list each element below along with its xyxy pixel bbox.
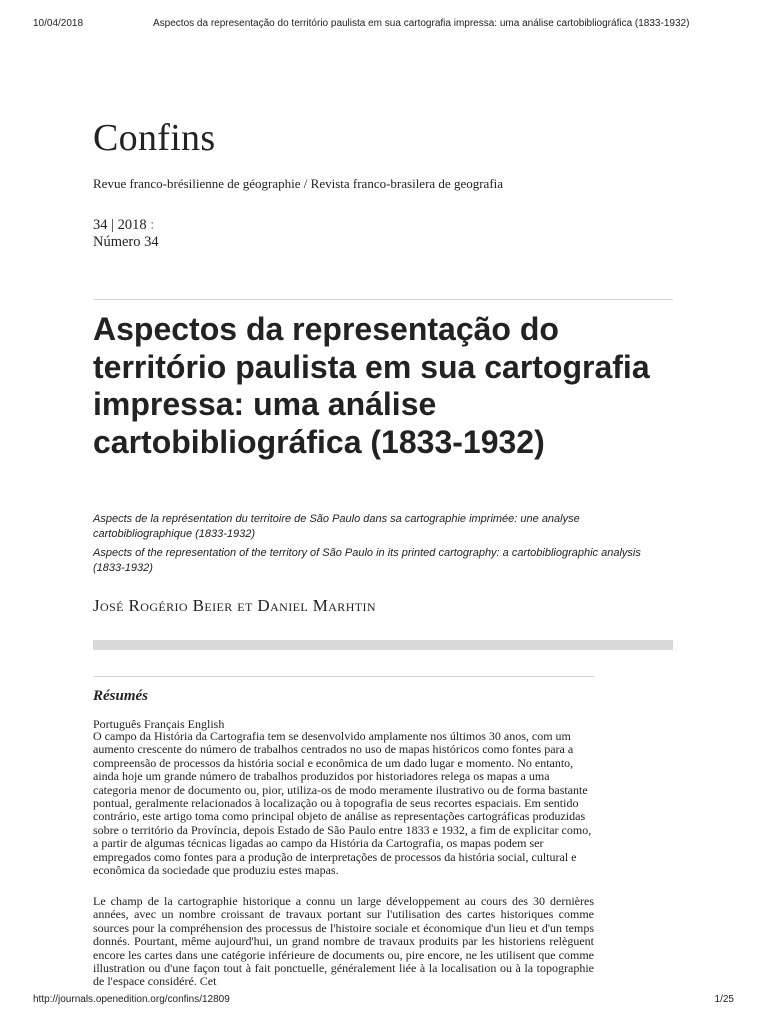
language-links[interactable]: Português Français English xyxy=(93,717,225,731)
issue-colon: : xyxy=(150,217,155,233)
journal-name[interactable]: Confins xyxy=(93,117,216,159)
journal-subtitle: Revue franco-brésilienne de géographie / Revista franco-brasilera de geografia xyxy=(93,176,504,191)
article-authors[interactable]: José Rogério Beier et Daniel Marhtin xyxy=(93,596,376,615)
print-date: 10/04/2018 xyxy=(33,18,84,29)
resumes-divider xyxy=(93,676,594,677)
article-title-english: Aspects of the representation of the territory of São Paulo in its printed cartography: a cartobibliographic analysis (1833-1932) xyxy=(93,547,641,574)
print-doc-title: Aspectos da representação do território paulista em sua cartografia impressa: uma análise cartobibliográfica (1833-1932) xyxy=(153,18,690,29)
abstract-portuguese: O campo da História da Cartografia tem se desenvolvido amplamente nos últimos 30 anos, com um aumento crescente do número de trabalhos centrados no uso de mapas históricos como fontes para a compreensão de processos da história social e econômica de um dado lugar e momento. No entanto, ainda hoje um grande número de trabalhos produzidos por historiadores relega os mapas a uma categoria menor de documento ou, pior, utiliza-os de modo meramente ilustrativo ou de forma bastante pontual, geralmente relacionados à localização ou à topografia de seus recortes espaciais. Em sentido contrário, este artigo toma como principal objeto de análise as representações cartográficas produzidas sobre o território da Província, depois Estado de São Paulo entre 1833 e 1932, a fim de explicitar como, a partir de algumas técnicas ligadas ao campo da História da Cartografia, os mapas podem ser empregados como fontes para a produção de interpretações de processos da história social, cultural e econômica da sociedade que produziu estes mapas. xyxy=(93,729,592,878)
article-title-french: Aspects de la représentation du territoire de São Paulo dans sa cartographie imprimée: une analyse cartobibliographique (1833-1932) xyxy=(93,513,580,540)
abstract-french: Le champ de la cartographie historique a connu un large développement au cours des 30 dernières années, avec un nombre croissant de travaux portant sur l'utilisation des cartes historiques comme sources pour la compréhension des processus de l'histoire sociale et économique d'un lieu et d'un temps donnés. Pourtant, même aujourd'hui, un grand nombre de travaux produits par les historiens relèguent encore les cartes dans une catégorie inférieure de documents ou, pire encore, ne les utilisent que comme illustration ou d'une façon tout à fait ponctuelle, généralement liée à la localisation ou à la topographie de l'espace considéré. Cet xyxy=(93,894,594,989)
print-page-number: 1/25 xyxy=(714,994,734,1005)
print-url: http://journals.openedition.org/confins/12809 xyxy=(33,994,230,1005)
article-title: Aspectos da representação do território paulista em sua cartografia impressa: uma análise cartobibliográfica (1833-1932) xyxy=(93,311,650,460)
issue-info xyxy=(93,217,159,251)
resumes-heading: Résumés xyxy=(93,688,149,704)
header-divider xyxy=(93,299,673,300)
tools-bar xyxy=(93,640,673,650)
issue-line[interactable]: 34 | 2018 xyxy=(93,217,147,233)
issue-number[interactable]: Número 34 xyxy=(93,234,159,250)
